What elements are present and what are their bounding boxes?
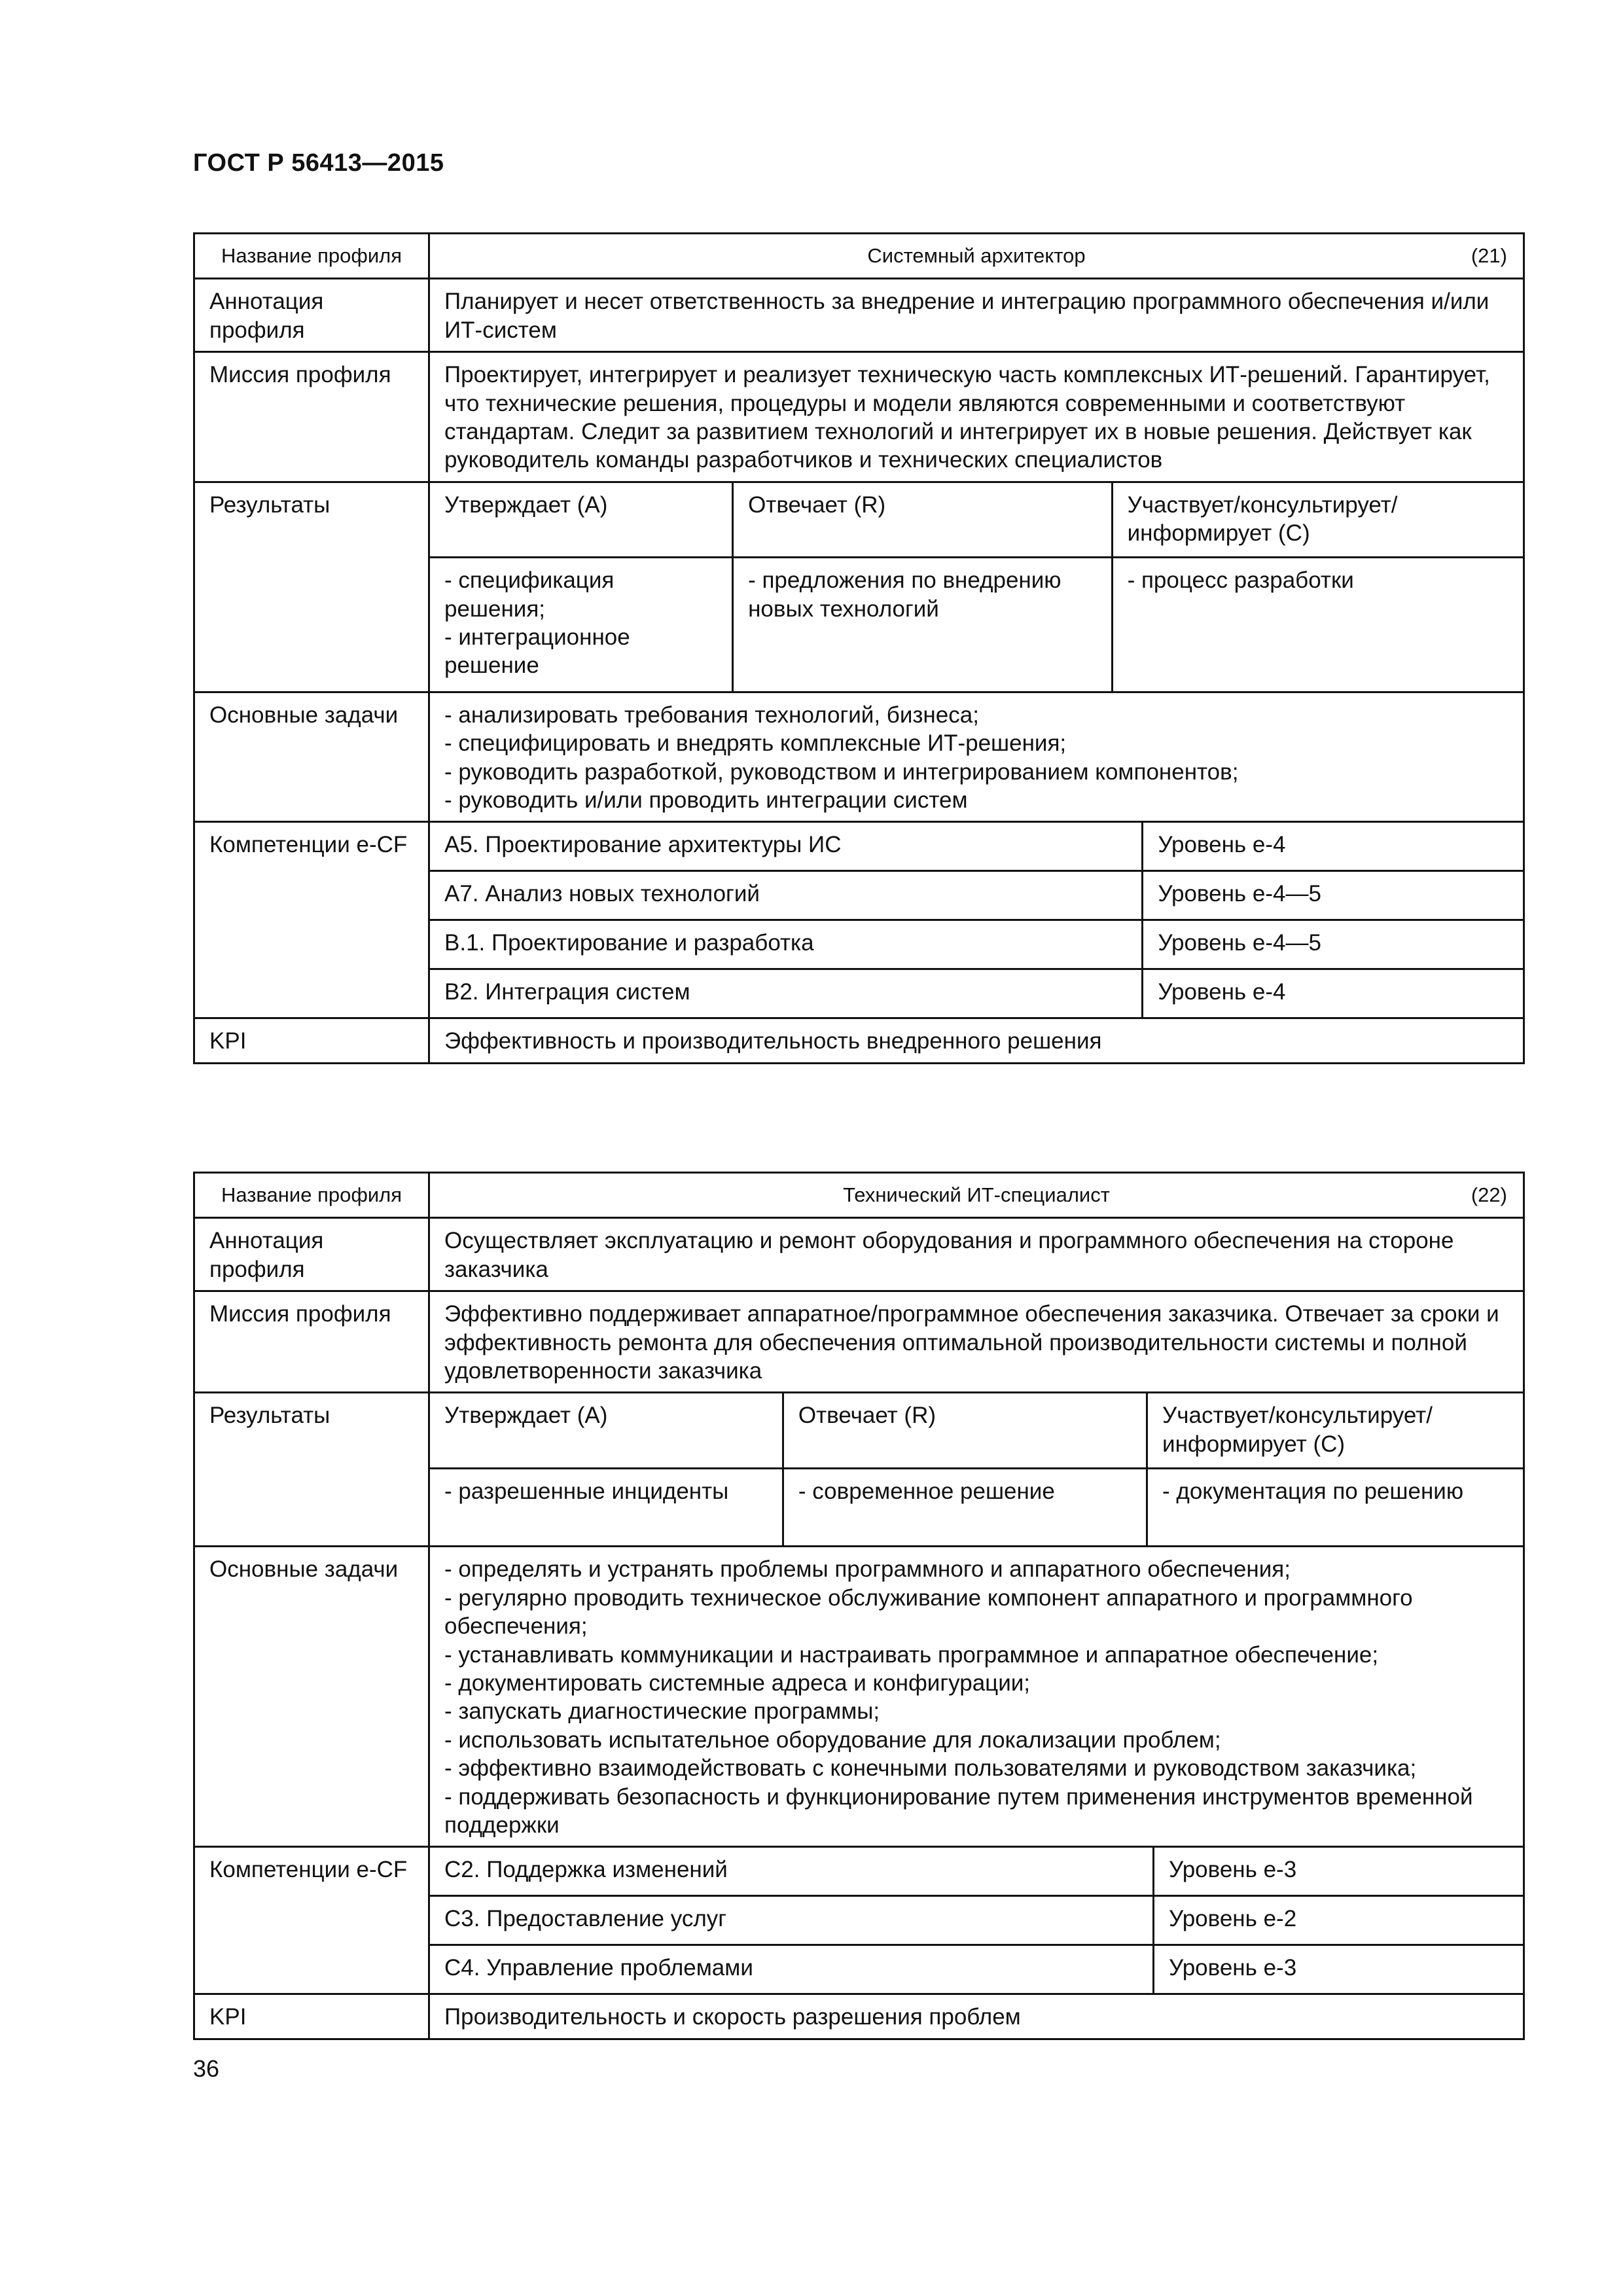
results-row bbox=[194, 1393, 1524, 1547]
table-row bbox=[430, 969, 1523, 1018]
competences-row bbox=[194, 1847, 1524, 1994]
results-approves-values bbox=[430, 558, 733, 691]
list-item: - использовать испытательное оборудование для локализации проблем; bbox=[444, 1727, 1221, 1753]
annotation-label: Аннотация профиля bbox=[194, 1218, 429, 1291]
list-item: - регулярно проводить техническое обслуживание компонент аппаратного и программного обеспечения; bbox=[444, 1585, 1413, 1640]
annotation-text: Осуществляет эксплуатацию и ремонт оборудования и программного обеспечения на стороне заказчика bbox=[429, 1218, 1524, 1291]
competence-level: Уровень e-2 bbox=[1154, 1896, 1523, 1945]
results-participates-header: Участвует/консультирует/информирует (C) bbox=[1147, 1393, 1523, 1468]
results-responsible-header: Отвечает (R) bbox=[783, 1393, 1147, 1468]
list-item: - спецификация решения; bbox=[444, 567, 615, 622]
results-table bbox=[430, 1393, 1523, 1545]
list-item: - предложения по внедрению новых технологий bbox=[748, 567, 1061, 622]
profile-name-label: Название профиля bbox=[194, 1173, 429, 1218]
mission-text: Проектирует, интегрирует и реализует техническую часть комплексных ИТ-решений. Гарантирует, что технические решения, процедуры и модели являются современными и соответствуют стандартам. Следит за развитием технологий и интегрирует их в новые решения. Действует как руководитель команды разработчиков и технических специалистов bbox=[429, 352, 1524, 482]
profile-name: Технический ИТ-специалист bbox=[843, 1183, 1110, 1206]
list-item: - запускать диагностические программы; bbox=[444, 1698, 880, 1725]
mission-row bbox=[194, 352, 1524, 482]
competence-name: C3. Предоставление услуг bbox=[430, 1896, 1154, 1945]
profile-table-system-architect bbox=[193, 232, 1525, 1064]
profile-name-label: Название профиля bbox=[194, 234, 429, 279]
kpi-row bbox=[194, 1018, 1524, 1063]
kpi-row bbox=[194, 1994, 1524, 2039]
table-row bbox=[430, 1848, 1523, 1896]
competence-name: A5. Проектирование архитектуры ИС bbox=[430, 823, 1143, 871]
results-label: Результаты bbox=[194, 1393, 429, 1547]
competences-cell bbox=[429, 1847, 1524, 1994]
competence-level: Уровень e-4—5 bbox=[1143, 920, 1523, 969]
mission-label: Миссия профиля bbox=[194, 352, 429, 482]
profile-name-row bbox=[194, 234, 1524, 279]
competence-level: Уровень e-4 bbox=[1143, 969, 1523, 1018]
list-item: - устанавливать коммуникации и настраивать программное и аппаратное обеспечение; bbox=[444, 1641, 1379, 1668]
competences-label: Компетенции e-CF bbox=[194, 1847, 429, 1994]
competence-name: B2. Интеграция систем bbox=[430, 969, 1143, 1018]
list-item: - руководить и/или проводить интеграции систем bbox=[444, 787, 968, 813]
results-values-row bbox=[430, 558, 1523, 691]
list-item: - определять и устранять проблемы программного и аппаратного обеспечения; bbox=[444, 1556, 1291, 1583]
list-item: - интеграционное решение bbox=[444, 624, 630, 679]
results-responsible-header: Отвечает (R) bbox=[733, 483, 1112, 558]
competences-row bbox=[194, 822, 1524, 1018]
results-header-row bbox=[430, 1393, 1523, 1468]
mission-row bbox=[194, 1291, 1524, 1393]
tasks-label: Основные задачи bbox=[194, 1547, 429, 1847]
list-item: - руководить разработкой, руководством и интегрированием компонентов; bbox=[444, 759, 1239, 785]
mission-text: Эффективно поддерживает аппаратное/программное обеспечения заказчика. Отвечает за сроки и эффективность ремонта для обеспечения оптимальной производительности системы и полной удовлетворенности заказчика bbox=[429, 1291, 1524, 1393]
mission-label: Миссия профиля bbox=[194, 1291, 429, 1393]
list-item: - процесс разработки bbox=[1127, 567, 1354, 594]
annotation-row bbox=[194, 279, 1524, 352]
list-item: - анализировать требования технологий, бизнеса; bbox=[444, 702, 979, 728]
profile-number: (21) bbox=[1471, 244, 1507, 267]
list-item: - специфицировать и внедрять комплексные ИТ-решения; bbox=[444, 730, 1067, 757]
list-item: - эффективно взаимодействовать с конечными пользователями и руководством заказчика; bbox=[444, 1755, 1417, 1782]
annotation-row bbox=[194, 1218, 1524, 1291]
table-row bbox=[430, 920, 1523, 969]
page-number: 36 bbox=[193, 2055, 220, 2082]
results-participates-header: Участвует/консультирует/информирует (C) bbox=[1112, 483, 1523, 558]
list-item: - документация по решению bbox=[1162, 1478, 1464, 1504]
kpi-label: KPI bbox=[194, 1994, 429, 2039]
results-table bbox=[430, 483, 1523, 691]
competence-level: Уровень e-3 bbox=[1154, 1945, 1523, 1994]
results-approves-values bbox=[430, 1468, 783, 1545]
tasks-cell bbox=[429, 692, 1524, 822]
kpi-label: KPI bbox=[194, 1018, 429, 1063]
profile-table-it-technician bbox=[193, 1172, 1525, 2040]
profile-number: (22) bbox=[1471, 1183, 1507, 1206]
results-cell bbox=[429, 1393, 1524, 1547]
list-item: - документировать системные адреса и конфигурации; bbox=[444, 1670, 1031, 1696]
tasks-cell bbox=[429, 1547, 1524, 1847]
results-row bbox=[194, 482, 1524, 692]
tasks-row bbox=[194, 1547, 1524, 1847]
tasks-row bbox=[194, 692, 1524, 822]
table-row bbox=[430, 871, 1523, 920]
competences-table bbox=[430, 1848, 1523, 1993]
results-responsible-values bbox=[783, 1468, 1147, 1545]
competence-name: C4. Управление проблемами bbox=[430, 1945, 1154, 1994]
list-item: - поддерживать безопасность и функционирование путем применения инструментов временной поддержки bbox=[444, 1784, 1473, 1838]
profile-name-cell bbox=[429, 1173, 1524, 1218]
results-label: Результаты bbox=[194, 482, 429, 692]
competence-level: Уровень e-3 bbox=[1154, 1848, 1523, 1896]
competence-name: C2. Поддержка изменений bbox=[430, 1848, 1154, 1896]
competence-name: A7. Анализ новых технологий bbox=[430, 871, 1143, 920]
profile-name: Системный архитектор bbox=[867, 244, 1086, 267]
competences-table bbox=[430, 823, 1523, 1017]
competences-cell bbox=[429, 822, 1524, 1018]
table-row bbox=[430, 1896, 1523, 1945]
document-header: ГОСТ Р 56413—2015 bbox=[193, 149, 444, 177]
table-row bbox=[430, 823, 1523, 871]
list-item: - разрешенные инциденты bbox=[444, 1478, 729, 1504]
competence-name: B.1. Проектирование и разработка bbox=[430, 920, 1143, 969]
results-header-row bbox=[430, 483, 1523, 558]
results-approves-header: Утверждает (A) bbox=[430, 483, 733, 558]
results-responsible-values bbox=[733, 558, 1112, 691]
tasks-label: Основные задачи bbox=[194, 692, 429, 822]
competence-level: Уровень e-4 bbox=[1143, 823, 1523, 871]
results-approves-header: Утверждает (A) bbox=[430, 1393, 783, 1468]
results-participates-values bbox=[1147, 1468, 1523, 1545]
results-values-row bbox=[430, 1468, 1523, 1545]
annotation-label: Аннотация профиля bbox=[194, 279, 429, 352]
kpi-text: Эффективность и производительность внедренного решения bbox=[429, 1018, 1524, 1063]
results-participates-values bbox=[1112, 558, 1523, 691]
annotation-text: Планирует и несет ответственность за внедрение и интеграцию программного обеспечения и/или ИТ-систем bbox=[429, 279, 1524, 352]
competences-label: Компетенции e-CF bbox=[194, 822, 429, 1018]
competence-level: Уровень e-4—5 bbox=[1143, 871, 1523, 920]
results-cell bbox=[429, 482, 1524, 692]
profile-name-row bbox=[194, 1173, 1524, 1218]
table-row bbox=[430, 1945, 1523, 1994]
profile-name-cell bbox=[429, 234, 1524, 279]
kpi-text: Производительность и скорость разрешения проблем bbox=[429, 1994, 1524, 2039]
list-item: - современное решение bbox=[798, 1478, 1055, 1504]
